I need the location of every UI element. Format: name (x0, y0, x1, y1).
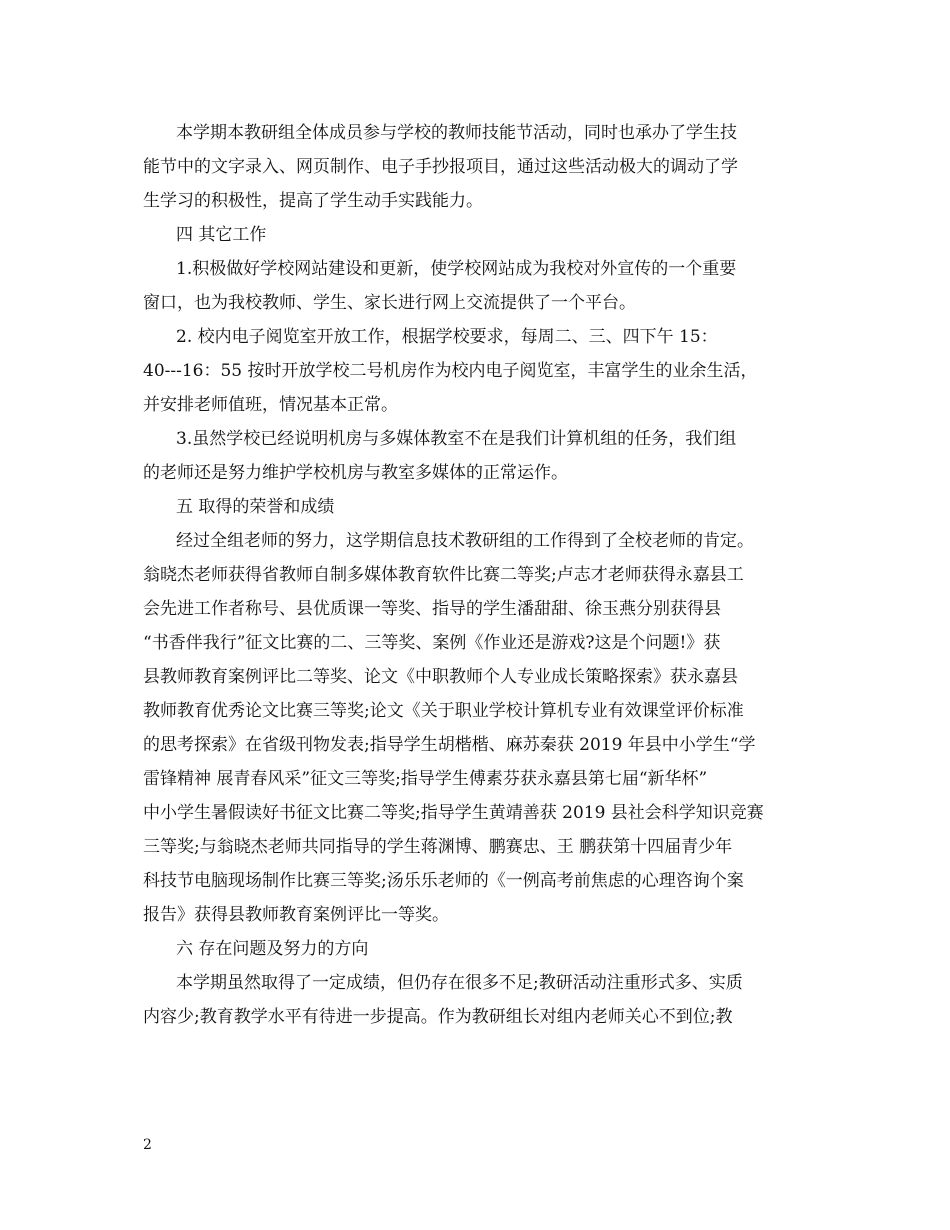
body-text-line: 报告》获得县教师教育案例评比一等奖。 (143, 905, 449, 925)
page-number: 2 (143, 1137, 152, 1153)
section-heading: 六 存在问题及努力的方向 (176, 939, 369, 959)
body-text-line: 并安排老师值班，情况基本正常。 (143, 395, 398, 415)
body-text-line: “书香伴我行”征文比赛的二、三等奖、案例《作业还是游戏?这是个问题!》获 (143, 633, 721, 653)
body-text-line: 教师教育优秀论文比赛三等奖;论文《关于职业学校计算机专业有效课堂评价标准 (143, 701, 744, 721)
body-text-line: 的老师还是努力维护学校机房与教室多媒体的正常运作。 (143, 463, 568, 483)
body-text-line: 生学习的积极性，提高了学生动手实践能力。 (143, 191, 483, 211)
body-text-line: 科技节电脑现场制作比赛三等奖;汤乐乐老师的《一例高考前焦虑的心理咨询个案 (143, 871, 744, 891)
body-text-line: 本学期虽然取得了一定成绩，但仍存在很多不足;教研活动注重形式多、实质 (176, 973, 743, 993)
body-text-line: 翁晓杰老师获得省教师自制多媒体教育软件比赛二等奖;卢志才老师获得永嘉县工 (143, 565, 744, 585)
body-text-line: 内容少;教育教学水平有待进一步提高。作为教研组长对组内老师关心不到位;教 (143, 1007, 733, 1027)
document-body (143, 116, 815, 1034)
body-text-line: 的思考探索》在省级刊物发表;指导学生胡楷楷、麻苏秦获 2019 年县中小学生“学 (143, 735, 756, 755)
section-heading: 五 取得的荣誉和成绩 (176, 497, 335, 517)
body-text-line: 窗口，也为我校教师、学生、家长进行网上交流提供了一个平台。 (143, 293, 636, 313)
body-text-line: 40---16：55 按时开放学校二号机房作为校内电子阅览室，丰富学生的业余生活， (143, 361, 758, 381)
body-text-line: 3.虽然学校已经说明机房与多媒体教室不在是我们计算机组的任务，我们组 (176, 429, 737, 449)
section-heading: 四 其它工作 (176, 225, 267, 245)
body-text-line: 能节中的文字录入、网页制作、电子手抄报项目，通过这些活动极大的调动了学 (143, 157, 738, 177)
body-text-line: 县教师教育案例评比二等奖、论文《中职教师个人专业成长策略探索》获永嘉县 (143, 667, 738, 687)
body-text-line: 经过全组老师的努力，这学期信息技术教研组的工作得到了全校老师的肯定。 (176, 531, 754, 551)
body-text-line: 本学期本教研组全体成员参与学校的教师技能节活动，同时也承办了学生技 (176, 123, 737, 143)
body-text-line: 2. 校内电子阅览室开放工作，根据学校要求，每周二、三、四下午 15： (176, 327, 718, 347)
body-text-line: 雷锋精神 展青春风采”征文三等奖;指导学生傅素芬获永嘉县第七届“新华杯” (143, 769, 708, 789)
body-text-line: 1.积极做好学校网站建设和更新，使学校网站成为我校对外宣传的一个重要 (176, 259, 737, 279)
body-text-line: 中小学生暑假读好书征文比赛二等奖;指导学生黄靖善获 2019 县社会科学知识竞赛 (143, 803, 764, 823)
body-text-line: 会先进工作者称号、县优质课一等奖、指导的学生潘甜甜、徐玉燕分别获得县 (143, 599, 721, 619)
body-text-line: 三等奖;与翁晓杰老师共同指导的学生蒋渊博、鹏赛忠、王 鹏获第十四届青少年 (143, 837, 733, 857)
